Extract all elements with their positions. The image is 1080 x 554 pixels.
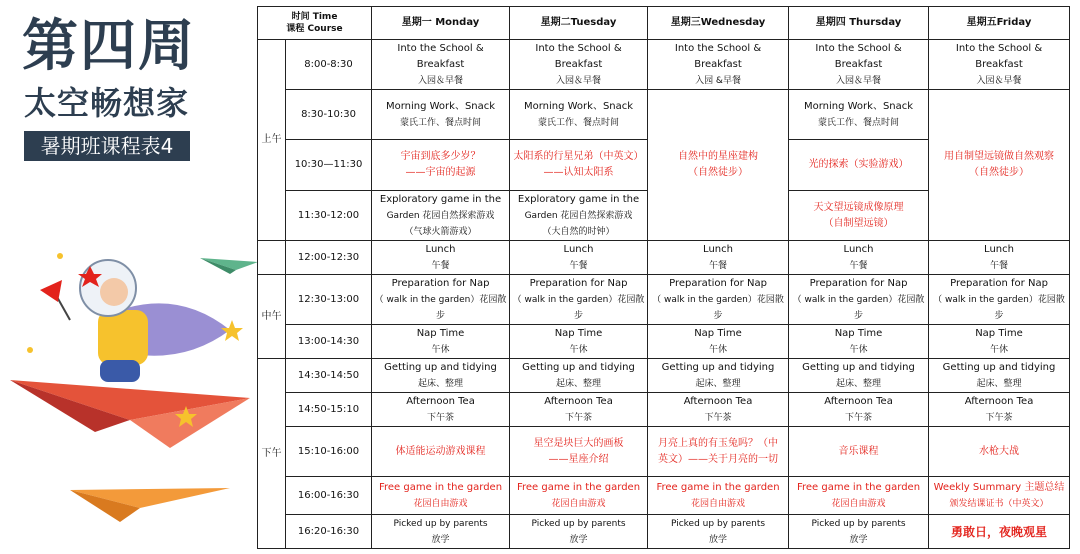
schedule-cell: Exploratory game in the Garden 花园自然探索游戏 （气球火箭游戏） [372, 191, 510, 241]
time-cell: 14:50-15:10 [286, 393, 372, 427]
schedule-cell: Morning Work、Snack 蒙氏工作、餐点时间 [372, 90, 510, 140]
schedule-cell-special: 月亮上真的有玉兔吗？（中 英文）——关于月亮的一切 [648, 427, 789, 477]
table-row [258, 90, 1070, 140]
schedule-cell: Afternoon Tea 下午茶 [789, 393, 929, 427]
schedule-cell-special: 水枪大战 [929, 427, 1070, 477]
schedule-cell: Preparation for Nap （ walk in the garden）花园散步 [372, 275, 510, 325]
schedule-cell-special: 星空是块巨大的画板 ——星座介绍 [510, 427, 648, 477]
header-row [258, 7, 1070, 40]
schedule-cell-special: 音乐课程 [789, 427, 929, 477]
time-cell: 11:30-12:00 [286, 191, 372, 241]
schedule-cell: Preparation for Nap （ walk in the garden）花园散步 [789, 275, 929, 325]
schedule-cell: Preparation for Nap （ walk in the garden）花园散步 [929, 275, 1070, 325]
schedule-cell: Getting up and tidying 起床、整理 [510, 359, 648, 393]
time-cell: 8:30-10:30 [286, 90, 372, 140]
time-cell: 12:00-12:30 [286, 241, 372, 275]
schedule-cell-special: 体适能运动游戏课程 [372, 427, 510, 477]
table-row [258, 40, 1070, 90]
table-row [258, 393, 1070, 427]
table-row [258, 427, 1070, 477]
time-cell: 12:30-13:00 [286, 275, 372, 325]
schedule-cell: Nap Time 午休 [372, 325, 510, 359]
schedule-cell: Free game in the garden 花园自由游戏 [372, 477, 510, 515]
time-cell: 15:10-16:00 [286, 427, 372, 477]
day-tuesday: 星期二Tuesday [510, 7, 648, 40]
schedule-cell: Picked up by parents 放学 [372, 515, 510, 549]
schedule-cell: Into the School & Breakfast 入园＆早餐 [929, 40, 1070, 90]
schedule-cell-special: 自然中的星座建构 （自然徒步） [648, 90, 789, 241]
schedule-cell-special: 太阳系的行星兄弟（中英文） ——认知太阳系 [510, 140, 648, 191]
schedule-cell: Getting up and tidying 起床、整理 [372, 359, 510, 393]
day-thursday: 星期四 Thursday [789, 7, 929, 40]
time-cell: 8:00-8:30 [286, 40, 372, 90]
schedule-cell-special: 勇敢日，夜晚观星 [929, 515, 1070, 549]
schedule-cell: Getting up and tidying 起床、整理 [648, 359, 789, 393]
schedule-cell: Lunch 午餐 [510, 241, 648, 275]
schedule-cell: Into the School & Breakfast 入园＆早餐 [510, 40, 648, 90]
schedule-cell: Nap Time 午休 [510, 325, 648, 359]
schedule-cell: Free game in the garden 花园自由游戏 [789, 477, 929, 515]
schedule-cell: Afternoon Tea 下午茶 [929, 393, 1070, 427]
schedule-cell: Into the School & Breakfast 入园＆早餐 [789, 40, 929, 90]
schedule-cell: Nap Time 午休 [929, 325, 1070, 359]
time-cell: 16:20-16:30 [286, 515, 372, 549]
schedule-cell-special: 光的探索（实验游戏） [789, 140, 929, 191]
time-cell: 16:00-16:30 [286, 477, 372, 515]
schedule-cell: Lunch 午餐 [929, 241, 1070, 275]
schedule-cell-special: 天文望远镜成像原理 （自制望远镜） [789, 191, 929, 241]
schedule-cell-special: Weekly Summary 主题总结 颁发结课证书（中英文） [929, 477, 1070, 515]
schedule-cell: Lunch 午餐 [789, 241, 929, 275]
day-wednesday: 星期三Wednesday [648, 7, 789, 40]
schedule-cell: Free game in the garden 花园自由游戏 [648, 477, 789, 515]
schedule-cell-special: 用自制望远镜做自然观察 （自然徒步） [929, 90, 1070, 241]
period-morning: 上午 [258, 40, 286, 241]
corner-cell: 时间 Time 课程 Course [258, 7, 372, 40]
schedule-cell: Free game in the garden 花园自由游戏 [510, 477, 648, 515]
schedule-badge: 暑期班课程表4 [24, 131, 190, 161]
schedule-cell: Afternoon Tea 下午茶 [372, 393, 510, 427]
schedule-cell: Picked up by parents 放学 [648, 515, 789, 549]
schedule-cell: Lunch 午餐 [372, 241, 510, 275]
schedule-cell: Lunch 午餐 [648, 241, 789, 275]
table-row [258, 241, 1070, 275]
schedule-cell: Picked up by parents 放学 [510, 515, 648, 549]
period-spacer [258, 241, 286, 275]
period-afternoon: 下午 [258, 359, 286, 549]
schedule-cell: Nap Time 午休 [789, 325, 929, 359]
schedule-cell: Morning Work、Snack 蒙氏工作、餐点时间 [789, 90, 929, 140]
schedule-cell: Into the School & Breakfast 入园 &早餐 [648, 40, 789, 90]
day-friday: 星期五Friday [929, 7, 1070, 40]
table-row [258, 359, 1070, 393]
table-row [258, 477, 1070, 515]
schedule-cell: Exploratory game in the Garden 花园自然探索游戏 （大自然的时钟） [510, 191, 648, 241]
schedule-cell: Into the School & Breakfast 入园＆早餐 [372, 40, 510, 90]
schedule-cell-special: 宇宙到底多少岁？ ——宇宙的起源 [372, 140, 510, 191]
schedule-cell: Getting up and tidying 起床、整理 [789, 359, 929, 393]
day-monday: 星期一 Monday [372, 7, 510, 40]
left-panel [0, 0, 258, 554]
schedule-cell: Getting up and tidying 起床、整理 [929, 359, 1070, 393]
table-row [258, 325, 1070, 359]
table-row [258, 275, 1070, 325]
table-row [258, 515, 1070, 549]
time-cell: 10:30—11:30 [286, 140, 372, 191]
schedule-cell: Picked up by parents 放学 [789, 515, 929, 549]
time-cell: 14:30-14:50 [286, 359, 372, 393]
schedule-cell: Morning Work、Snack 蒙氏工作、餐点时间 [510, 90, 648, 140]
astronaut-paper-plane-illustration [0, 170, 258, 554]
time-cell: 13:00-14:30 [286, 325, 372, 359]
page-subtitle: 太空畅想家 [24, 84, 190, 122]
page-title: 第四周 [22, 14, 196, 79]
period-noon: 中午 [258, 275, 286, 359]
schedule-cell: Afternoon Tea 下午茶 [648, 393, 789, 427]
schedule-cell: Afternoon Tea 下午茶 [510, 393, 648, 427]
schedule-cell: Preparation for Nap （ walk in the garden）花园散步 [648, 275, 789, 325]
schedule-table [257, 6, 1070, 549]
schedule-cell: Nap Time 午休 [648, 325, 789, 359]
schedule-cell: Preparation for Nap （ walk in the garden）花园散步 [510, 275, 648, 325]
